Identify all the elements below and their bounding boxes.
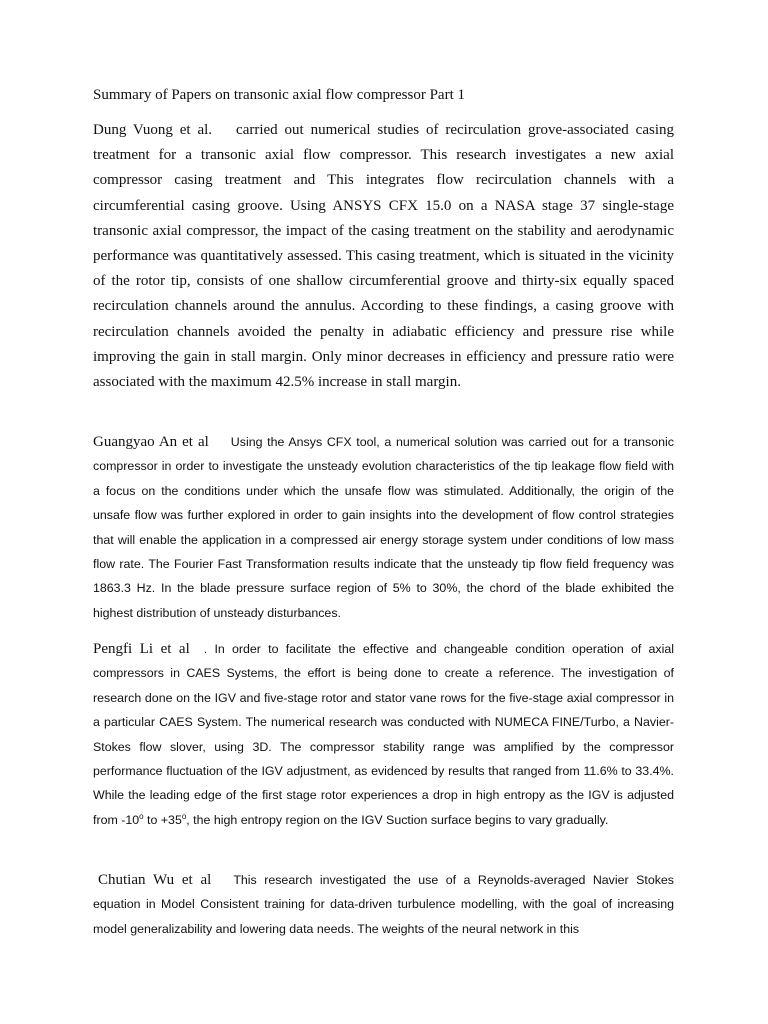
author-name: Dung Vuong et al. (93, 122, 213, 138)
degree-superscript: o (181, 811, 187, 821)
author-name: Chutian Wu et al (98, 872, 212, 888)
author-name: Guangyao An et al (93, 434, 209, 450)
paragraph-text: This research investigated the use of a Reynolds-averaged Navier Stokes equation in Model Consistent training for data-driven turbulence modelling, with the goal of increasing model generalizability and lowering data needs. The weights of the neural network in this (93, 873, 675, 936)
paragraph-guangyao-an (93, 430, 674, 625)
document-title: Summary of Papers on transonic axial flow compressor Part 1 (93, 87, 466, 103)
paragraph-text: carried out numerical studies of recirculation grove-associated casing treatment for a transonic axial flow compressor. This research investigates a new axial compressor casing treatment and This integrates flow recirculation channels with a circumferential casing groove. Using ANSYS CFX 15.0 on a NASA stage 37 single-stage transonic axial compressor, the impact of the casing treatment on the stability and aerodynamic performance was quantitatively assessed. This casing treatment, which is situated in the vicinity of the rotor tip, consists of one shallow circumferential groove and thirty-six equally spaced recirculation channels around the annulus. According to these findings, a casing groove with recirculation channels avoided the penalty in adiabatic efficiency and pressure rise while improving the gain in stall margin. Only minor decreases in efficiency and pressure ratio were associated with the maximum 42.5% increase in stall margin. (93, 122, 674, 391)
degree-superscript: o (139, 811, 144, 821)
paragraph-text-part2: to +35 (143, 812, 182, 827)
paragraph-text-part1: . In order to facilitate the effective and changeable condition operation of axial compressors in CAES Systems, the effort is being done to create a reference. The investigation of research done on the IGV and five-stage rotor and stator vane rows for the five-stage axial compressor in a particular CAES System. The numerical research was conducted with NUMECA FINE/Turbo, a Navier-Stokes flow slover, using 3D. The compressor stability range was amplified by the compressor performance fluctuation of the IGV adjustment, as evidenced by results that ranged from 11.6% to 33.4%. While the leading edge of the first stage rotor experiences a drop in high entropy as the IGV is adjusted from -10 (93, 642, 674, 827)
paragraph-text-part3: , the high entropy region on the IGV Suction surface begins to vary gradually. (186, 812, 609, 827)
paragraph-chutian-wu (93, 868, 674, 941)
author-name: Pengfi Li et al (93, 641, 190, 657)
paragraph-text: Using the Ansys CFX tool, a numerical solution was carried out for a transonic compressor in order to investigate the unsteady evolution characteristics of the tip leakage flow field with a focus on the conditions under which the unsafe flow was stimulated. Additionally, the origin of the unsafe flow was further explored in order to gain insights into the development of flow control strategies that will enable the application in a compressed air energy storage system under conditions of low mass flow rate. The Fourier Fast Transformation results indicate that the unsteady tip flow field frequency was 1863.3 Hz. In the blade pressure surface region of 5% to 30%, the chord of the blade exhibited the highest distribution of unsteady disturbances. (93, 435, 674, 620)
paragraph-dung-vuong (93, 118, 674, 395)
paragraph-pengfi-li (93, 637, 674, 832)
